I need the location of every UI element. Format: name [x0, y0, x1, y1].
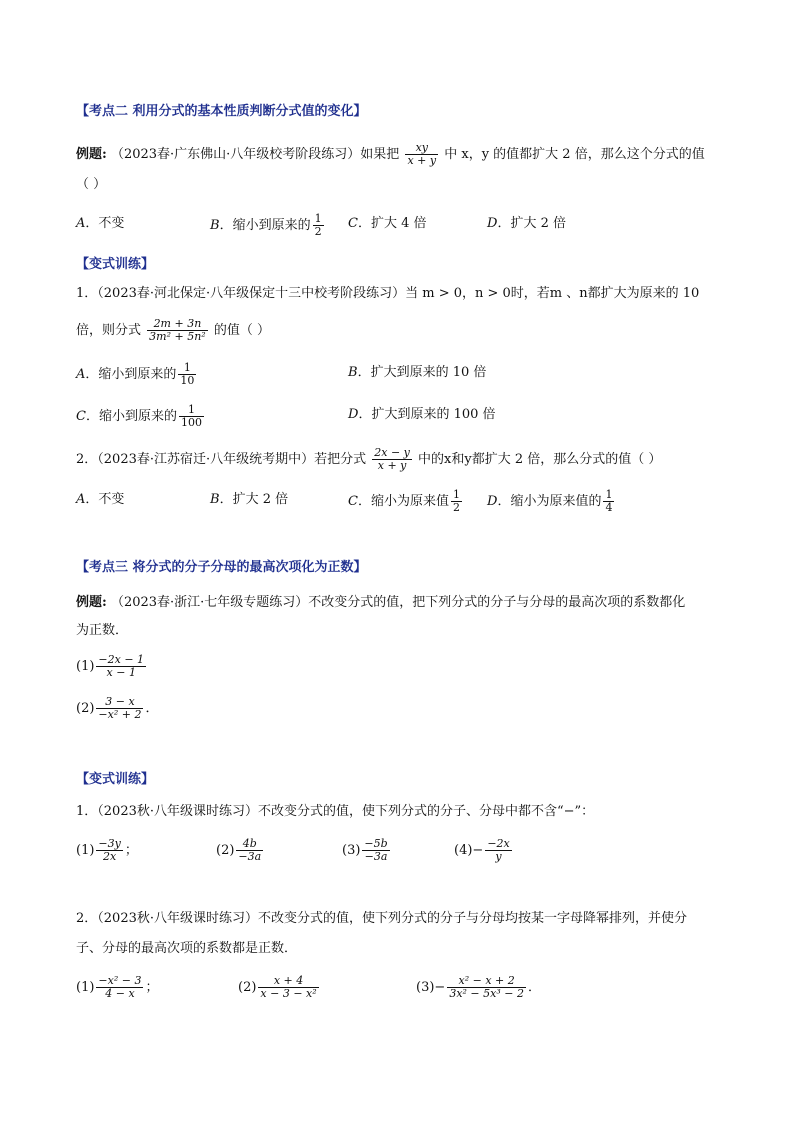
question-fraction: $\frac{2m + 3n}{\text{3m² + 5n²}}$	[149, 317, 206, 343]
option-a: A．不变	[76, 492, 125, 507]
sub-item-fraction: $\frac{\text{x² − x + 2}}{\text{3x² − 5x³ − 2}}$	[449, 974, 524, 1000]
section-heading-2: 【考点二 利用分式的基本性质判断分式值的变化】	[76, 104, 367, 119]
sub-item-fraction: $\frac{4b}{-3a}$	[238, 837, 262, 863]
sub-item-fraction: $\frac{-5b}{-3a}$	[364, 837, 388, 863]
option-b: B．缩小到原来的 $\frac{1}{2}$	[210, 212, 322, 238]
option-b: B．扩大 2 倍	[210, 492, 289, 507]
option-c: C．缩小为原来值 $\frac{1}{2}$	[348, 488, 460, 514]
sub-item-fraction: $\frac{-2x}{y}$	[487, 837, 510, 863]
sub-item-fraction: $\frac{-3y}{2x}$	[98, 837, 121, 863]
sub-item-1: (1) $\frac{-3y}{2x}$ ；	[76, 837, 138, 863]
section-heading-3: 【考点三 将分式的分子分母的最高次项化为正数】	[76, 560, 367, 575]
example-question-2	[76, 142, 705, 167]
question-2: 2．（2023春·江苏宿迁·八年级统考期中）若把分式 $\frac{2x - y}{x + y}$ 中的x和y都扩大 2 倍，那么分式的值（ ）	[76, 446, 662, 472]
sub-item-2: (2) $\frac{x + 4}{\text{x − 3 − x²}}$	[238, 974, 317, 1000]
sub-item-3: (3) $\frac{-5b}{-3a}$	[342, 837, 388, 863]
sub-item-fraction: $\frac{\text{−x² − 3}}{4 - x}$	[98, 974, 142, 1000]
option-fraction: $\frac{1}{2}$	[314, 212, 322, 238]
item-fraction: $\frac{-2x - 1}{x - 1}$	[98, 653, 145, 679]
item-1: (1) $\frac{-2x - 1}{x - 1}$	[76, 653, 145, 679]
sub-item-1: (1) $\frac{\text{−x² − 3}}{4 - x}$ ；	[76, 974, 159, 1000]
option-d: D．扩大 2 倍	[487, 216, 566, 231]
practice-heading-1: 【变式训练】	[76, 257, 155, 272]
example-question-3: 例题: （2023春·浙江·七年级专题练习）不改变分式的值，把下列分式的分子与分母的最高次项的系数都化	[76, 595, 686, 610]
option-a: A．缩小到原来的 $\frac{1}{10}$	[76, 361, 195, 387]
item-fraction: $\frac{3 - x}{\text{−x² + 2}}$	[98, 695, 142, 721]
question-2-cont: 子、分母的最高次项的系数都是正数．	[76, 941, 298, 956]
fraction-denominator: x + y	[407, 154, 437, 167]
example-label: 例题:	[76, 147, 107, 162]
option-c: C．扩大 4 倍	[348, 216, 427, 231]
option-fraction: $\frac{1}{10}$	[180, 361, 195, 387]
example-text: 中 x，y 的值都扩大 2 倍，那么这个分式的值	[444, 147, 705, 162]
sub-item-fraction: $\frac{x + 4}{\text{x − 3 − x²}}$	[260, 974, 317, 1000]
example-text: （2023春·广东佛山·八年级校考阶段练习）如果把	[110, 147, 400, 162]
question-2: 2．（2023秋·八年级课时练习）不改变分式的值，使下列分式的分子与分母均按某一字母降幂排列，并使分	[76, 911, 687, 926]
option-fraction: $\frac{1}{100}$	[180, 403, 202, 429]
option-fraction: $\frac{1}{4}$	[605, 488, 613, 514]
example-question-3-cont: 为正数．	[76, 623, 129, 638]
example-fraction	[405, 142, 438, 167]
question-1: 1．（2023春·河北保定·八年级保定十三中校考阶段练习）当 m > 0，n > 0时，若m 、n都扩大为原来的 10	[76, 286, 700, 301]
example-label: 例题:	[76, 595, 107, 610]
option-a: A．不变	[76, 216, 125, 231]
sub-item-4: (4)− $\frac{-2x}{y}$	[454, 837, 510, 863]
option-d: D．缩小为原来值的 $\frac{1}{4}$	[487, 488, 613, 514]
sub-item-2: (2) $\frac{4b}{-3a}$	[216, 837, 262, 863]
option-b: B．扩大到原来的 10 倍	[348, 365, 487, 380]
option-c: C．缩小到原来的 $\frac{1}{100}$	[76, 403, 202, 429]
question-fraction: $\frac{2x - y}{x + y}$	[374, 446, 410, 472]
fraction-numerator: xy	[405, 142, 438, 155]
option-fraction: $\frac{1}{2}$	[452, 488, 460, 514]
question-1-cont: 倍，则分式 $\frac{2m + 3n}{\text{3m² + 5n²}}$ 的值（ ）	[76, 317, 270, 343]
practice-heading-2: 【变式训练】	[76, 772, 155, 787]
sub-item-3: (3)− $\frac{\text{x² − x + 2}}{\text{3x² − 5x³ − 2}}$ ．	[416, 974, 541, 1000]
item-2: (2) $\frac{3 - x}{\text{−x² + 2}}$ ．	[76, 695, 159, 721]
answer-paren: （ ）	[76, 177, 107, 192]
question-1: 1．（2023秋·八年级课时练习）不改变分式的值，使下列分式的分子、分母中都不含“−”：	[76, 804, 595, 819]
option-d: D．扩大到原来的 100 倍	[348, 407, 496, 422]
